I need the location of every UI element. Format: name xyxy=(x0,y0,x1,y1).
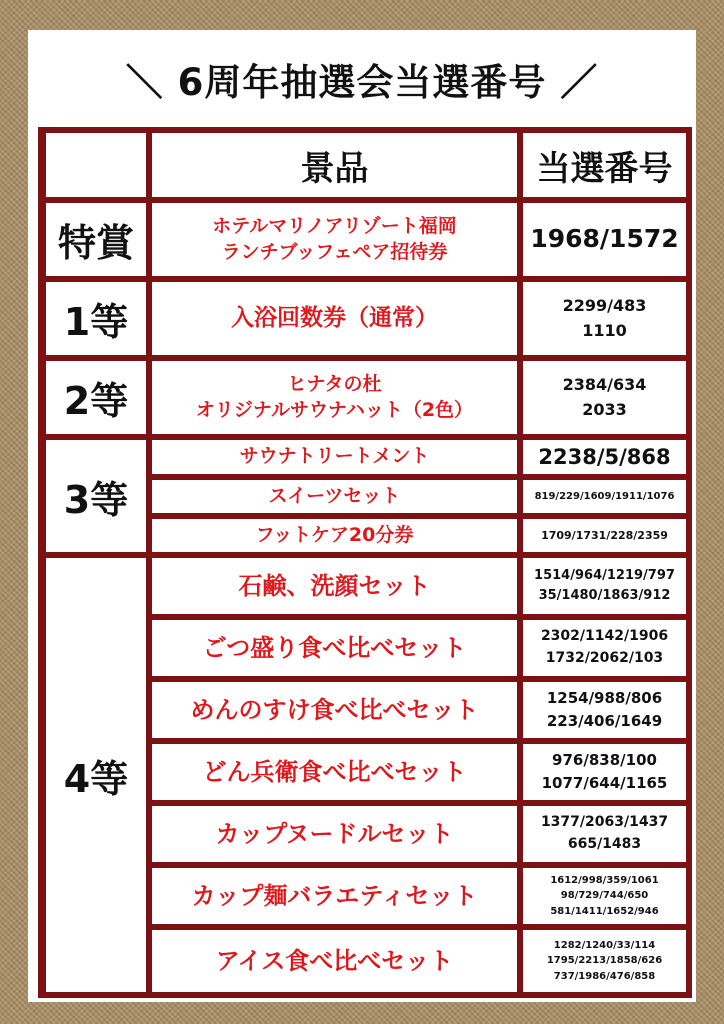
prize-cell xyxy=(152,440,517,474)
number-cell xyxy=(523,682,686,738)
prize-cell xyxy=(152,558,517,614)
prize-line: フットケア20分券 xyxy=(255,523,414,546)
winning-number: 223/406/1649 xyxy=(546,712,663,730)
winning-number: 2238/5/868 xyxy=(538,444,671,469)
winning-number: 1968/1572 xyxy=(530,224,679,254)
prize-cell xyxy=(152,203,517,276)
prize-cell xyxy=(152,868,517,924)
winning-number: 1254/988/806 xyxy=(546,688,663,707)
header-prize: 景品 xyxy=(152,133,517,197)
number-cell xyxy=(523,519,686,552)
number-cell xyxy=(523,806,686,862)
prize-cell xyxy=(152,620,517,676)
winning-number: 819/229/1609/1911/1076 xyxy=(534,490,675,502)
winning-number: 35/1480/1863/912 xyxy=(538,588,671,603)
winning-number: 1282/1240/33/114 xyxy=(553,939,656,951)
grade-fourth: 4等 xyxy=(46,558,146,992)
prize-line: 入浴回数券（通常） xyxy=(231,304,438,331)
winning-number: 1514/964/1219/797 xyxy=(534,567,675,583)
winning-number: 665/1483 xyxy=(567,836,642,852)
winning-number: 1732/2062/103 xyxy=(545,650,664,666)
number-cell xyxy=(523,744,686,800)
header-blank-cell xyxy=(46,133,146,197)
prize-cell xyxy=(152,806,517,862)
winning-number: 1709/1731/228/2359 xyxy=(541,528,668,542)
number-cell xyxy=(523,282,686,355)
winning-number: 2302/1142/1906 xyxy=(540,628,669,645)
winning-number: 737/1986/476/858 xyxy=(553,970,656,982)
prize-cell xyxy=(152,480,517,513)
winning-number: 2384/634 xyxy=(562,374,647,394)
number-cell xyxy=(523,203,686,276)
prize-line: オリジナルサウナハット（2色） xyxy=(195,398,474,421)
number-cell xyxy=(523,868,686,924)
prize-line: めんのすけ食べ比べセット xyxy=(190,695,479,724)
grade-first: 1等 xyxy=(46,282,146,355)
prize-line: ごつ盛り食べ比べセット xyxy=(202,633,467,662)
winning-number: 1110 xyxy=(582,320,627,340)
grade-third: 3等 xyxy=(46,440,146,552)
prize-cell xyxy=(152,282,517,355)
number-cell xyxy=(523,930,686,992)
header-number: 当選番号 xyxy=(523,133,686,197)
prize-line: カップヌードルセット xyxy=(215,819,454,848)
prize-line: ヒナタの杜 xyxy=(287,372,382,395)
winning-number: 2033 xyxy=(582,399,627,419)
prize-cell xyxy=(152,744,517,800)
winning-number: 1077/644/1165 xyxy=(541,774,668,792)
prize-cell xyxy=(152,519,517,552)
winning-number: 1377/2063/1437 xyxy=(540,814,669,831)
page-title: ＼ 6周年抽選会当選番号 ／ xyxy=(125,61,599,104)
winning-number: 1795/2213/1858/626 xyxy=(546,955,663,967)
prize-line: スイーツセット xyxy=(268,484,401,507)
winning-number: 98/729/744/650 xyxy=(560,890,649,902)
prize-cell xyxy=(152,930,517,992)
number-cell xyxy=(523,480,686,513)
number-cell xyxy=(523,620,686,676)
winning-number: 1612/998/359/1061 xyxy=(550,874,659,886)
prize-cell xyxy=(152,682,517,738)
prize-line: アイス食べ比べセット xyxy=(215,946,454,975)
prize-line: カップ麺バラエティセット xyxy=(191,881,478,910)
winning-number: 2299/483 xyxy=(562,295,647,315)
prize-cell xyxy=(152,361,517,434)
prize-line: ホテルマリノアリゾート福岡 xyxy=(212,214,457,237)
grade-second: 2等 xyxy=(46,361,146,434)
prize-line: サウナトリートメント xyxy=(239,445,430,468)
number-cell xyxy=(523,558,686,614)
number-cell xyxy=(523,361,686,434)
winning-number: 581/1411/1652/946 xyxy=(550,905,659,917)
prize-line: どん兵衛食べ比べセット xyxy=(202,757,467,786)
results-table xyxy=(38,127,692,998)
prize-line: ランチブッフェペア招待券 xyxy=(221,240,448,263)
grade-special: 特賞 xyxy=(46,203,146,276)
number-cell xyxy=(523,440,686,474)
winning-number: 976/838/100 xyxy=(552,750,657,769)
prize-line: 石鹸、洗顔セット xyxy=(238,571,431,600)
